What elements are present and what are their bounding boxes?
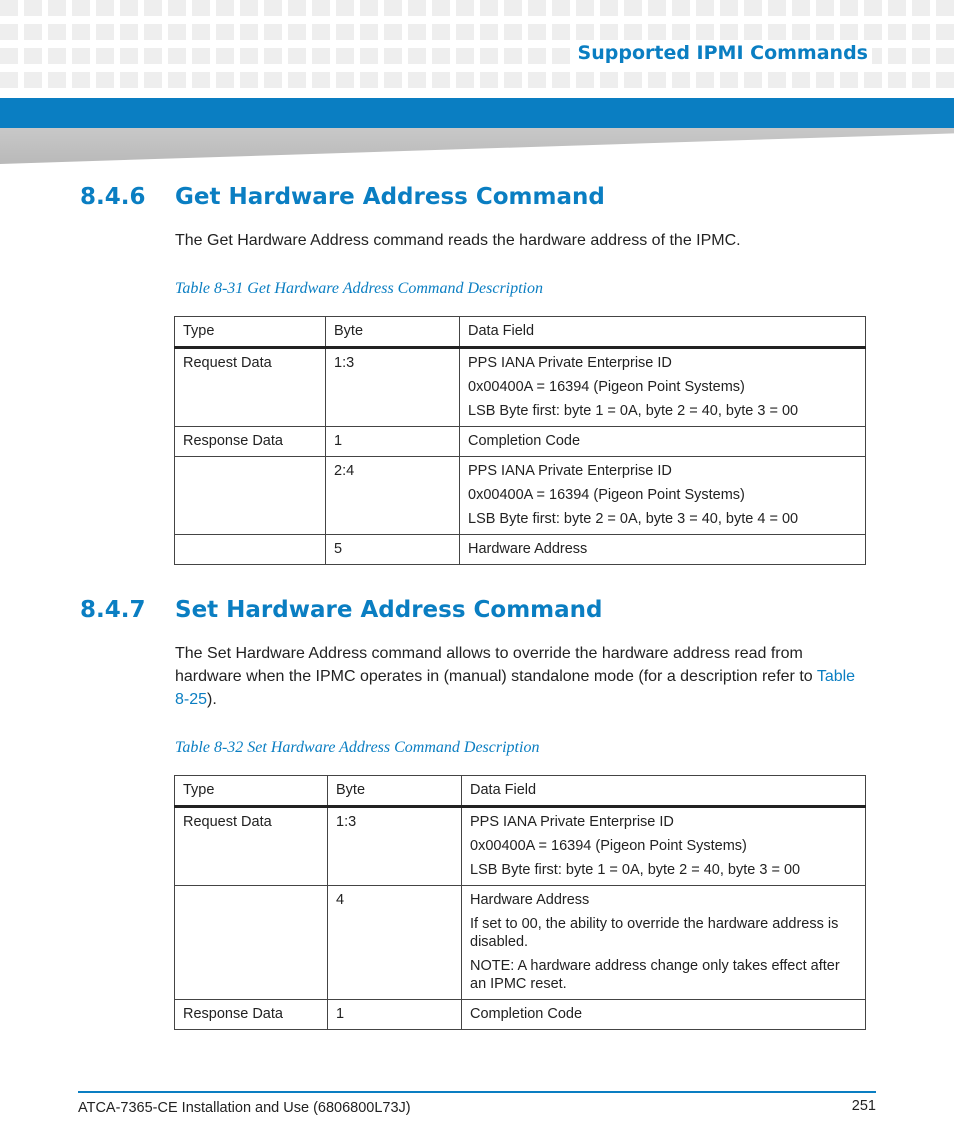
header-cell: Type [175,317,326,348]
header-grey-wedge [0,128,954,164]
type-cell: Request Data [175,807,328,886]
data-line: Completion Code [468,433,581,449]
data-line: PPS IANA Private Enterprise ID [470,814,674,830]
paragraph-text: The Set Hardware Address command allows to override the hardware address read from hardware when the IPMC operates in (manual) standalone mode (for a description refer to [175,645,817,685]
table-row [175,427,866,457]
section-title: Set Hardware Address Command [175,597,603,623]
data-line: Hardware Address [470,892,590,908]
footer-doc-title: ATCA-7365-CE Installation and Use (6806800L73J) [78,1100,411,1116]
table-row [175,1000,866,1030]
data-line: PPS IANA Private Enterprise ID [468,463,672,479]
data-line: LSB Byte first: byte 1 = 0A, byte 2 = 40, byte 3 = 00 [468,403,799,419]
section-number: 8.4.7 [80,597,146,623]
type-cell: Response Data [175,427,326,457]
data-line: PPS IANA Private Enterprise ID [468,355,672,371]
table-caption: Table 8-32 Set Hardware Address Command Description [175,739,540,756]
header-cell: Byte [328,776,462,807]
table-header-row [175,317,866,348]
data-cell [460,348,866,427]
section-paragraph [175,642,865,711]
data-line: If set to 00, the ability to override the hardware address is disabled. [470,916,839,950]
table-8-25-link[interactable]: Table 8-25 [175,668,856,708]
data-line: LSB Byte first: byte 2 = 0A, byte 3 = 40, byte 4 = 00 [468,511,799,527]
section-title: Get Hardware Address Command [175,184,605,210]
get-hw-address-table [174,316,866,565]
table-row [175,348,866,427]
data-cell [462,1000,866,1030]
header-cell: Byte [326,317,460,348]
table-row [175,457,866,535]
data-cell [462,886,866,1000]
section-heading-8-4-7 [80,597,603,623]
byte-cell: 1 [328,1000,462,1030]
table-caption: Table 8-31 Get Hardware Address Command Description [175,280,543,297]
section-number: 8.4.6 [80,184,146,210]
section-paragraph: The Get Hardware Address command reads the hardware address of the IPMC. [175,232,741,249]
page-number: 251 [851,1098,876,1114]
byte-cell: 1 [326,427,460,457]
set-hw-address-table [174,775,866,1030]
type-cell [175,535,326,565]
table-row [175,886,866,1000]
data-cell [462,807,866,886]
data-line: Hardware Address [468,541,588,557]
byte-cell: 5 [326,535,460,565]
data-cell [460,457,866,535]
type-cell [175,457,326,535]
data-cell [460,427,866,457]
table-header-row [175,776,866,807]
byte-cell: 1:3 [326,348,460,427]
byte-cell: 1:3 [328,807,462,886]
header-cell: Data Field [462,776,866,807]
data-cell [460,535,866,565]
type-cell [175,886,328,1000]
paragraph-text: ). [207,691,217,708]
header-cell: Data Field [460,317,866,348]
footer-rule [78,1091,876,1093]
data-line: 0x00400A = 16394 (Pigeon Point Systems) [470,838,747,854]
byte-cell: 4 [328,886,462,1000]
header-cell: Type [175,776,328,807]
table-row [175,807,866,886]
data-line: 0x00400A = 16394 (Pigeon Point Systems) [468,487,745,503]
data-line: NOTE: A hardware address change only takes effect after an IPMC reset. [470,958,840,992]
section-heading-8-4-6 [80,184,605,210]
table-row [175,535,866,565]
type-cell: Request Data [175,348,326,427]
data-line: 0x00400A = 16394 (Pigeon Point Systems) [468,379,745,395]
data-line: Completion Code [470,1006,583,1022]
header-blue-bar [0,98,954,128]
byte-cell: 2:4 [326,457,460,535]
running-header-title: Supported IPMI Commands [574,42,872,64]
type-cell: Response Data [175,1000,328,1030]
data-line: LSB Byte first: byte 1 = 0A, byte 2 = 40, byte 3 = 00 [470,862,801,878]
